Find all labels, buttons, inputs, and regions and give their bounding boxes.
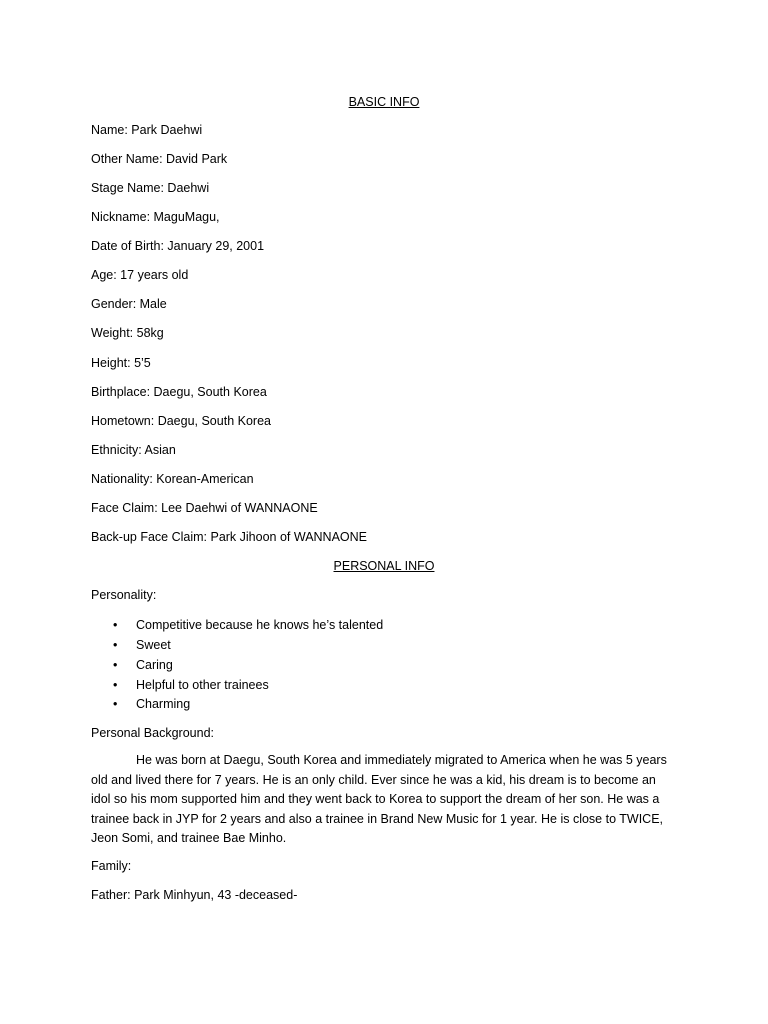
paragraph-line: He was born at Daegu, South Korea and immediately migrated to America when he was 5 years — [136, 753, 667, 767]
personality-item: Helpful to other trainees — [136, 678, 269, 692]
bullet-icon: • — [113, 697, 118, 711]
field-name: Name: Park Daehwi — [91, 123, 203, 137]
paragraph-line: Jeon Somi, and trainee Bae Minho. — [91, 831, 287, 845]
background-label: Personal Background: — [91, 726, 214, 740]
personality-item: Caring — [136, 658, 173, 672]
family-father: Father: Park Minhyun, 43 -deceased- — [91, 888, 298, 902]
personality-label: Personality: — [91, 588, 157, 602]
field-stage-name: Stage Name: Daehwi — [91, 181, 210, 195]
bullet-icon: • — [113, 618, 118, 632]
field-height: Height: 5’5 — [91, 356, 151, 370]
basic-info-heading: BASIC INFO — [348, 95, 420, 109]
family-label: Family: — [91, 859, 132, 873]
bullet-icon: • — [113, 658, 118, 672]
field-birthplace: Birthplace: Daegu, South Korea — [91, 385, 267, 399]
personality-item: Competitive because he knows he’s talented — [136, 618, 384, 632]
background-paragraph — [91, 751, 681, 849]
field-face-claim: Face Claim: Lee Daehwi of WANNAONE — [91, 501, 318, 515]
field-other-name: Other Name: David Park — [91, 152, 228, 166]
field-age: Age: 17 years old — [91, 268, 189, 282]
bullet-icon: • — [113, 678, 118, 692]
paragraph-line: old and lived there for 7 years. He is an only child. Ever since he was a kid, his dream is to become an — [91, 772, 656, 787]
personality-item: Charming — [136, 697, 191, 711]
field-backup-face-claim: Back-up Face Claim: Park Jihoon of WANNAONE — [91, 530, 368, 544]
bullet-icon: • — [113, 638, 118, 652]
paragraph-line: idol so his mom supported him and they went back to Korea to support the dream of her son. He was a — [91, 792, 660, 806]
personal-info-heading: PERSONAL INFO — [333, 559, 435, 573]
personality-item: Sweet — [136, 638, 171, 652]
paragraph-line: trainee back in JYP for 2 years and also a trainee in Brand New Music for 1 year. He is close to TWICE, — [91, 811, 664, 826]
field-hometown: Hometown: Daegu, South Korea — [91, 414, 271, 428]
field-weight: Weight: 58kg — [91, 326, 164, 340]
field-ethnicity: Ethnicity: Asian — [91, 443, 176, 457]
field-nickname: Nickname: MaguMagu, — [91, 210, 220, 224]
field-date-of-birth: Date of Birth: January 29, 2001 — [91, 239, 265, 253]
field-nationality: Nationality: Korean-American — [91, 472, 254, 486]
field-gender: Gender: Male — [91, 297, 167, 311]
